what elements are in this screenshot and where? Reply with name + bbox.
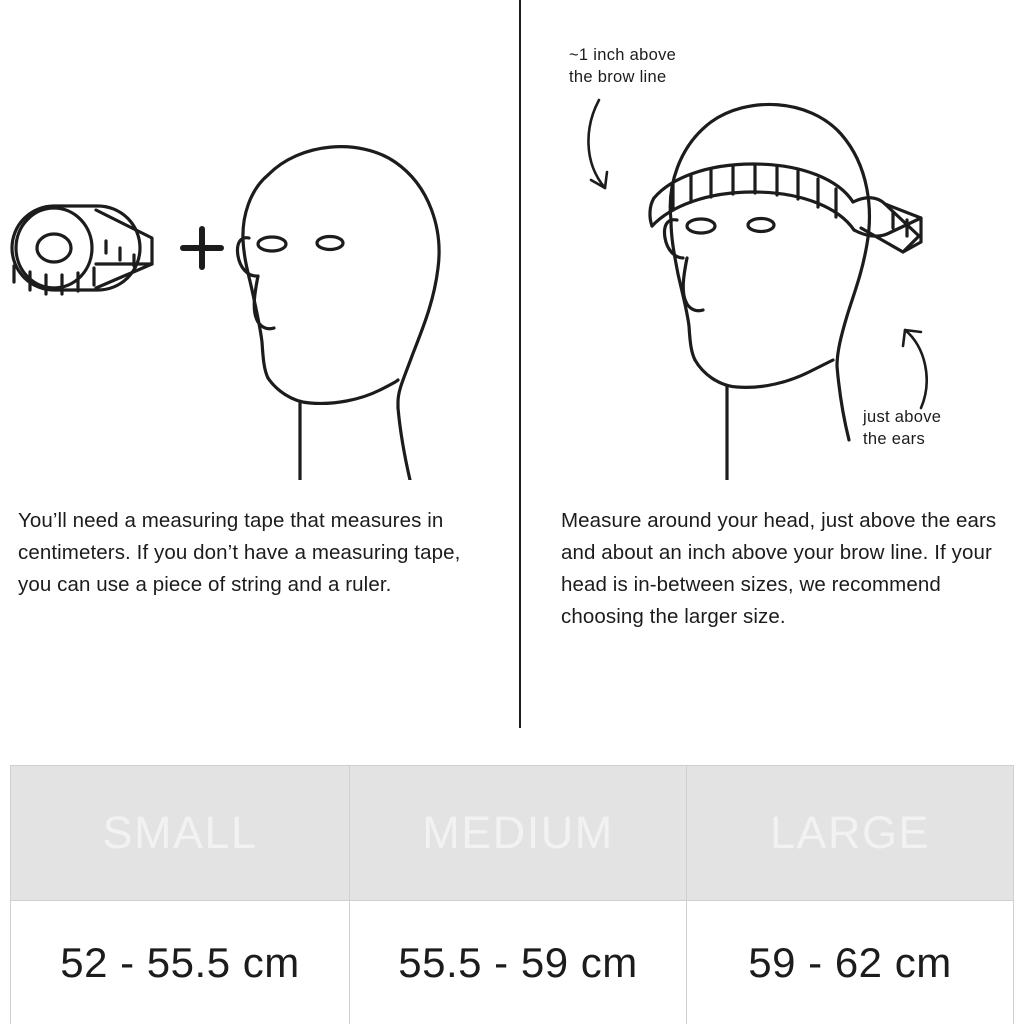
size-header-medium: MEDIUM <box>349 766 687 900</box>
panel-left <box>0 0 519 735</box>
head-profile-with-tape-icon <box>665 104 870 480</box>
curved-arrow-icon <box>588 100 607 188</box>
measuring-tape-icon <box>12 206 152 294</box>
curved-arrow-icon <box>903 330 927 408</box>
head-profile-icon <box>237 147 439 480</box>
size-value-medium: 55.5 - 59 cm <box>349 901 687 1024</box>
annotation-bottom-line1: just above <box>863 408 942 426</box>
size-value-small: 52 - 55.5 cm <box>60 938 300 986</box>
head-tape-band-icon <box>650 164 921 252</box>
size-header-large: LARGE <box>769 807 931 858</box>
annotation-top-line1: ~1 inch above <box>569 46 677 64</box>
size-table <box>10 765 1014 1024</box>
right-illustration <box>521 30 1024 480</box>
plus-icon <box>183 229 221 267</box>
annotation-top-line2: the brow line <box>569 68 667 86</box>
left-caption: You’ll need a measuring tape that measures in centimeters. If you don’t have a measuring tape, you can use a piece of string and a ruler. <box>18 509 461 596</box>
size-table-header-row <box>11 766 1013 901</box>
size-table-value-row <box>11 901 1013 1024</box>
right-caption: Measure around your head, just above the ears and about an inch above your brow line. If your head is in-between sizes, we recommend choosing the larger size. <box>561 509 997 628</box>
panel-right <box>521 0 1024 735</box>
annotation-bottom-line2: the ears <box>863 430 926 448</box>
size-header-small: SMALL <box>102 807 258 858</box>
size-value-large: 59 - 62 cm <box>748 938 952 986</box>
left-illustration <box>0 90 519 480</box>
